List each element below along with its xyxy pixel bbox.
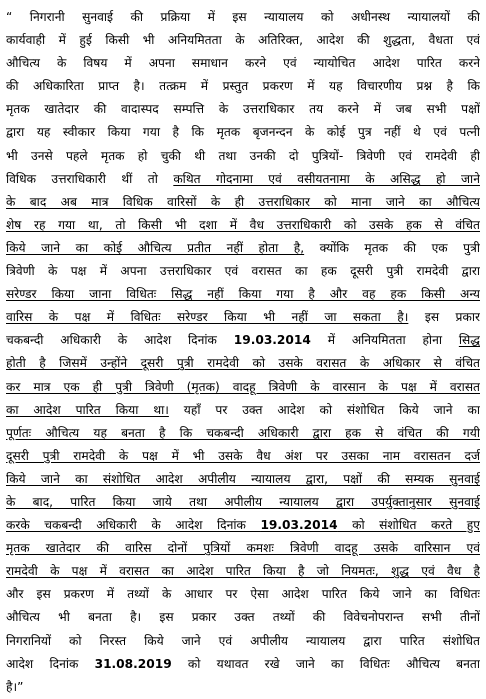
underlined-text: किये जाने का संशोधित आदेश अपीलीय न्यायालय द्वारा, पक्षों की सम्यक सुनवाई [6,471,480,486]
text-segment: और इस प्रकरण में तथ्यों के आधार पर ऐसा आदेश पारित किये जाने का विधितः [6,587,480,602]
text-line [6,468,480,491]
underlined-text: कर मात्र एक ही पुत्री त्रिवेणी (मृतक) वादहू त्रिवेणी के वारसान के पक्ष में वरासत [6,379,480,394]
text-segment: यहाँ पर उक्त आदेश को संशोधित किये जाने का [168,402,480,417]
text-segment: मृतक खातेदार की वादास्पद सम्पत्ति के उत्तराधिकार तय करने में जब सभी पक्षों [6,102,480,117]
judgment-paragraph [6,6,480,699]
text-segment: कार्यवाही में हुई किसी भी अनियमितता के अतिरिक्त, आदेश की शुद्धता, वैधता एवं [6,33,480,48]
text-segment: औचित्य भी बनता है। इस प्रकार उक्त तथ्यों की विवेचनोपरान्त सभी तीनों [6,610,480,625]
underlined-text: पूर्णतः औचित्य यह बनता है कि चकबन्दी अधिकारी द्वारा हक से वंचित की गयी [6,425,480,440]
text-segment: भी उनसे पहले मृतक हो चुकी थी तथा उनकी दो पुत्रियों- त्रिवेणी एवं रामदेवी ही [6,148,480,163]
text-segment: “ निगरानी सुनवाई की प्रक्रिया में इस न्यायालय को अधीनस्थ न्यायालयों की [6,10,480,24]
text-segment: में अनियमितता होना [310,333,459,348]
underlined-text: कथित गोदनामा एवं वसीयतनामा के असिद्ध हो जाने [173,171,480,186]
underlined-text: को संशोधित करते हुए [337,518,480,533]
text-line [6,653,480,676]
date-text: 19.03.2014 [260,518,338,533]
text-line [6,399,480,422]
text-segment: निगरानियों को निरस्त किये जाने एवं अपीलीय न्यायालय द्वारा पारित संशोधित [6,633,480,648]
text-line [6,6,480,29]
text-segment: द्वारा यह स्वीकार किया गया है कि मृतक बृजनन्दन के कोई पुत्र नहीं थे एवं पत्नी [6,125,480,140]
text-line [6,583,480,606]
underlined-text: किये जाने का कोई औचित्य प्रतीत नहीं होता है, [6,240,305,255]
underlined-text: सिद्ध [458,333,480,348]
underlined-text: रामदेवी के पक्ष में वरासत का आदेश पारित किया है जो नियमतः, शुद्ध एवं वैध है [6,564,480,579]
text-line [6,29,480,52]
text-line [6,52,480,75]
text-line [6,191,480,214]
text-segment: औचित्य के विषय में अपना समाधान करने एवं न्यायोचित आदेश पारित करने [6,56,480,71]
underlined-text: सरेण्डर किया जाना विधितः सिद्ध नहीं किया गया है और वह हक किसी अन्य [6,287,480,302]
text-segment: की अधिकारिता प्राप्त है। तत्क्रम में प्रस्तुत प्रकरण में यह विचारणीय प्रश्न है कि [6,79,480,94]
text-line [6,676,480,699]
text-segment: आदेश दिनांक [6,656,95,671]
text-segment: चकबन्दी अधिकारी के आदेश दिनांक [6,333,234,348]
underlined-text: का आदेश पारित किया था। [6,402,169,417]
underlined-text: दूसरी पुत्री रामदेवी के पक्ष में भी उसके वैध अंश पर उसका नाम वरासतन दर्ज [6,448,480,463]
text-line [6,260,480,283]
date-text: 19.03.2014 [233,333,311,348]
text-line [6,422,480,445]
text-line [6,98,480,121]
text-line [6,445,480,468]
text-line [6,514,480,537]
text-line [6,145,480,168]
text-line [6,283,480,306]
text-line [6,214,480,237]
text-line [6,352,480,375]
text-line [6,329,480,352]
text-line [6,491,480,514]
text-segment: है।” [6,679,24,694]
text-line [6,75,480,98]
underlined-text: शेष रह गया था, तो किसी भी दशा में वैध उत्तराधिकारी को उसके हक से वंचित [6,217,480,232]
text-line [6,630,480,653]
text-line [6,560,480,583]
text-segment: क्योंकि मृतक की एक पुत्री [304,240,480,255]
underlined-text: मृतक खातेदार की वारिस दोनों पुत्रियों कमशः त्रिवेणी वादहू उसके वारिसान एवं [6,541,480,556]
text-line [6,237,480,260]
date-text: 31.08.2019 [94,656,172,671]
underlined-text: के बाद, पारित किया जाये तथा अपीलीय न्यायालय द्वारा उपर्युक्तानुसार सुनवाई [6,494,480,509]
text-line [6,121,480,144]
text-segment: इस प्रकार [408,310,480,325]
text-segment: को यथावत रखे जाने का विधितः औचित्य बनता [171,656,480,671]
underlined-text: वारिस के पक्ष में विधितः सरेण्डर किया भी नहीं जा सकता है। [6,310,409,325]
underlined-text: होती है जिसमें उन्होंने दूसरी पुत्री रामदेवी को उसके वरासत के अधिकार से वंचित [6,356,480,371]
text-line [6,376,480,399]
underlined-text: करके चकबन्दी अधिकारी के आदेश दिनांक [6,518,261,533]
text-line [6,306,480,329]
text-line [6,606,480,629]
text-line [6,168,480,191]
text-segment: विधिक उत्तराधिकारी थीं तो [6,171,174,186]
text-segment: त्रिवेणी के पक्ष में अपना उत्तराधिकार एवं वरासत का हक दूसरी पुत्री रामदेवी द्वारा [6,264,480,279]
text-line [6,537,480,560]
underlined-text: के बाद अब मात्र विधिक वारिसों के ही उत्तराधिकार को माना जाने का औचित्य [6,194,480,209]
